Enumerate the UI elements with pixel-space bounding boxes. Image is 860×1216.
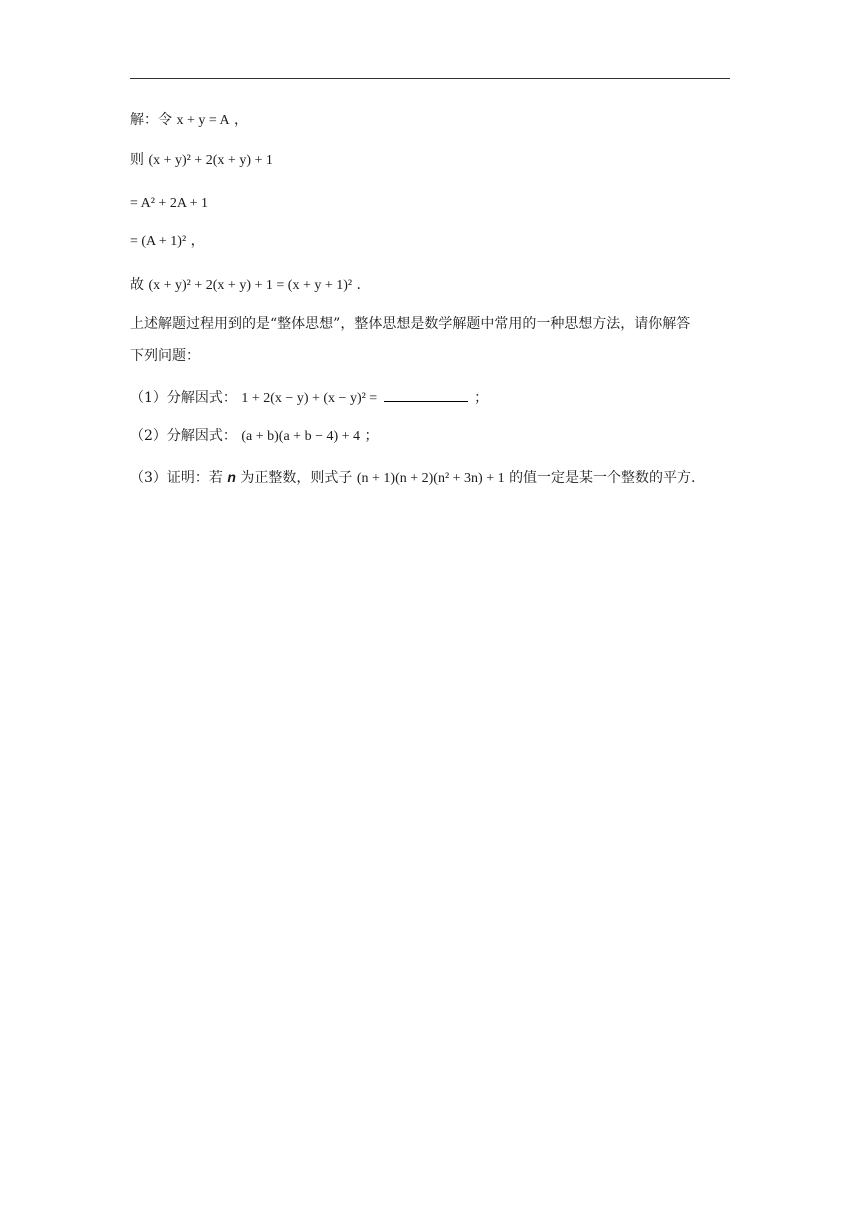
header-rule: [130, 78, 730, 79]
question-1-suffix: ；: [474, 390, 489, 406]
step2-expression: = (A + 1)²: [130, 234, 187, 249]
step1-line: [130, 193, 208, 214]
question-1: [130, 387, 488, 409]
question-1-expression: 1 + 2(x − y) + (x − y)² =: [241, 391, 378, 406]
conclusion-line: [130, 275, 361, 296]
answer-blank[interactable]: [384, 387, 468, 402]
step2-suffix: ，: [190, 233, 205, 249]
then-expression: (x + y)² + 2(x + y) + 1: [148, 153, 273, 168]
question-3-variable: n: [227, 469, 236, 485]
question-3-suffix: 的值一定是某一个整数的平方.: [509, 470, 696, 486]
question-2: [130, 426, 379, 447]
intro-suffix: ，: [234, 112, 249, 128]
paragraph-line-2: 下列问题：: [130, 348, 200, 364]
conclusion-expression: (x + y)² + 2(x + y) + 1 = (x + y + 1)²: [148, 278, 353, 293]
question-2-label: （2）分解因式：: [130, 428, 237, 444]
intro-prefix: 解：令: [130, 112, 172, 128]
question-3-mid: 为正整数，则式子: [240, 470, 353, 486]
intro-line: [130, 110, 248, 131]
question-2-expression: (a + b)(a + b − 4) + 4: [241, 429, 361, 444]
then-line: [130, 150, 273, 171]
conclusion-suffix: .: [356, 277, 361, 293]
conclusion-prefix: 故: [130, 277, 144, 293]
question-3: [130, 467, 696, 489]
question-3-label: （3）证明：若: [130, 470, 223, 486]
question-3-expression: (n + 1)(n + 2)(n² + 3n) + 1: [356, 471, 505, 486]
intro-expression: x + y = A: [176, 113, 230, 128]
step2-line: [130, 231, 205, 252]
step1-expression: = A² + 2A + 1: [130, 196, 209, 211]
question-2-suffix: ；: [364, 428, 379, 444]
question-1-label: （1）分解因式：: [130, 390, 237, 406]
paragraph-line-1: 上述解题过程用到的是“整体思想”，整体思想是数学解题中常用的一种思想方法，请你解答: [130, 316, 691, 332]
then-prefix: 则: [130, 152, 144, 168]
